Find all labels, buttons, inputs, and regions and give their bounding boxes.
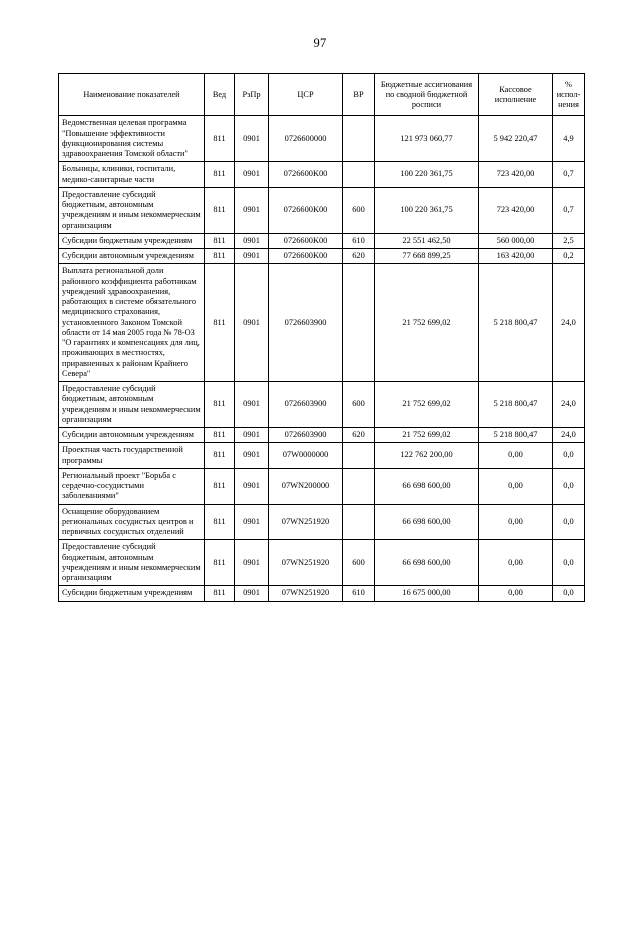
budget-table-container — [58, 73, 584, 602]
table-row — [59, 382, 585, 428]
table-row — [59, 264, 585, 382]
cell-assignments: 21 752 699,02 — [375, 382, 479, 428]
cell-percent: 0,7 — [553, 162, 585, 188]
cell-assignments: 21 752 699,02 — [375, 428, 479, 443]
cell-vr: 600 — [343, 187, 375, 233]
cell-vr: 610 — [343, 586, 375, 601]
table-row — [59, 443, 585, 469]
cell-tsr: 07WN200000 — [269, 468, 343, 504]
cell-vr: 620 — [343, 249, 375, 264]
cell-razpr: 0901 — [235, 428, 269, 443]
cell-razpr: 0901 — [235, 468, 269, 504]
table-header-row — [59, 74, 585, 116]
cell-razpr: 0901 — [235, 162, 269, 188]
table-row — [59, 504, 585, 540]
cell-assignments: 21 752 699,02 — [375, 264, 479, 382]
table-body — [59, 116, 585, 601]
cell-name: Предоставление субсидий бюджетным, автономным учреждениям и иным некоммерческим организациям — [59, 540, 205, 586]
cell-name: Ведомственная целевая программа "Повышение эффективности функционирования системы здравоохранения Томской области" — [59, 116, 205, 162]
cell-name: Субсидии бюджетным учреждениям — [59, 586, 205, 601]
cell-cash-execution: 5 942 220,47 — [479, 116, 553, 162]
cell-percent: 0,0 — [553, 443, 585, 469]
cell-cash-execution: 0,00 — [479, 504, 553, 540]
cell-tsr: 0726603900 — [269, 382, 343, 428]
document-page — [0, 36, 640, 941]
budget-table — [58, 73, 585, 602]
cell-percent: 0,7 — [553, 187, 585, 233]
cell-vr: 600 — [343, 540, 375, 586]
cell-assignments: 22 551 462,50 — [375, 233, 479, 248]
cell-percent: 24,0 — [553, 264, 585, 382]
cell-vr — [343, 443, 375, 469]
table-row — [59, 249, 585, 264]
cell-cash-execution: 723 420,00 — [479, 162, 553, 188]
cell-razpr: 0901 — [235, 187, 269, 233]
cell-percent: 0,0 — [553, 468, 585, 504]
table-row — [59, 586, 585, 601]
cell-name: Проектная часть государственной программы — [59, 443, 205, 469]
cell-ved: 811 — [205, 504, 235, 540]
cell-name: Субсидии бюджетным учреждениям — [59, 233, 205, 248]
cell-cash-execution: 5 218 800,47 — [479, 382, 553, 428]
cell-ved: 811 — [205, 443, 235, 469]
cell-assignments: 66 698 600,00 — [375, 504, 479, 540]
cell-name: Больницы, клиники, госпитали, медико-санитарные части — [59, 162, 205, 188]
cell-vr — [343, 468, 375, 504]
cell-cash-execution: 163 420,00 — [479, 249, 553, 264]
cell-assignments: 122 762 200,00 — [375, 443, 479, 469]
cell-ved: 811 — [205, 233, 235, 248]
cell-ved: 811 — [205, 264, 235, 382]
cell-tsr: 07WN251920 — [269, 504, 343, 540]
table-row — [59, 540, 585, 586]
table-row — [59, 162, 585, 188]
cell-cash-execution: 0,00 — [479, 540, 553, 586]
cell-name: Региональный проект "Борьба с сердечно-сосудистыми заболеваниями" — [59, 468, 205, 504]
cell-name: Субсидии автономным учреждениям — [59, 428, 205, 443]
cell-tsr: 0726600K00 — [269, 249, 343, 264]
cell-name: Предоставление субсидий бюджетным, автономным учреждениям и иным некоммерческим организациям — [59, 187, 205, 233]
cell-tsr: 0726600000 — [269, 116, 343, 162]
cell-assignments: 121 973 060,77 — [375, 116, 479, 162]
column-header-percent: % испол-нения — [553, 74, 585, 116]
cell-razpr: 0901 — [235, 586, 269, 601]
table-row — [59, 428, 585, 443]
cell-ved: 811 — [205, 428, 235, 443]
cell-vr — [343, 116, 375, 162]
column-header-vr: ВР — [343, 74, 375, 116]
table-row — [59, 468, 585, 504]
cell-vr — [343, 162, 375, 188]
cell-tsr: 07WN251920 — [269, 586, 343, 601]
cell-ved: 811 — [205, 540, 235, 586]
cell-vr — [343, 504, 375, 540]
cell-ved: 811 — [205, 586, 235, 601]
cell-cash-execution: 0,00 — [479, 586, 553, 601]
column-header-name: Наименование показателей — [59, 74, 205, 116]
cell-assignments: 66 698 600,00 — [375, 468, 479, 504]
cell-percent: 4,9 — [553, 116, 585, 162]
cell-cash-execution: 5 218 800,47 — [479, 264, 553, 382]
cell-razpr: 0901 — [235, 443, 269, 469]
cell-tsr: 0726603900 — [269, 264, 343, 382]
page-number: 97 — [313, 36, 327, 50]
column-header-cash-execution: Кассовое исполнение — [479, 74, 553, 116]
table-header — [59, 74, 585, 116]
cell-percent: 0,0 — [553, 504, 585, 540]
cell-vr: 620 — [343, 428, 375, 443]
cell-tsr: 0726600K00 — [269, 233, 343, 248]
cell-ved: 811 — [205, 162, 235, 188]
column-header-razpr: РзПр — [235, 74, 269, 116]
column-header-assignments: Бюджетные ассигнования по сводной бюджетной росписи — [375, 74, 479, 116]
cell-ved: 811 — [205, 249, 235, 264]
cell-cash-execution: 5 218 800,47 — [479, 428, 553, 443]
cell-percent: 0,0 — [553, 540, 585, 586]
cell-percent: 24,0 — [553, 428, 585, 443]
cell-name: Субсидии автономным учреждениям — [59, 249, 205, 264]
cell-vr: 600 — [343, 382, 375, 428]
cell-assignments: 100 220 361,75 — [375, 187, 479, 233]
cell-razpr: 0901 — [235, 116, 269, 162]
cell-cash-execution: 0,00 — [479, 468, 553, 504]
cell-vr: 610 — [343, 233, 375, 248]
cell-name: Предоставление субсидий бюджетным, автономным учреждениям и иным некоммерческим организациям — [59, 382, 205, 428]
cell-tsr: 0726600K00 — [269, 187, 343, 233]
cell-assignments: 77 668 899,25 — [375, 249, 479, 264]
cell-razpr: 0901 — [235, 249, 269, 264]
table-row — [59, 116, 585, 162]
table-row — [59, 187, 585, 233]
cell-percent: 2,5 — [553, 233, 585, 248]
cell-ved: 811 — [205, 468, 235, 504]
cell-cash-execution: 723 420,00 — [479, 187, 553, 233]
cell-assignments: 100 220 361,75 — [375, 162, 479, 188]
cell-tsr: 07WN251920 — [269, 540, 343, 586]
cell-cash-execution: 560 000,00 — [479, 233, 553, 248]
cell-razpr: 0901 — [235, 233, 269, 248]
cell-ved: 811 — [205, 382, 235, 428]
column-header-ved: Вед — [205, 74, 235, 116]
cell-cash-execution: 0,00 — [479, 443, 553, 469]
cell-tsr: 0726600K00 — [269, 162, 343, 188]
cell-assignments: 66 698 600,00 — [375, 540, 479, 586]
table-row — [59, 233, 585, 248]
cell-name: Оснащение оборудованием региональных сосудистых центров и первичных сосудистых отделений — [59, 504, 205, 540]
cell-ved: 811 — [205, 187, 235, 233]
cell-razpr: 0901 — [235, 540, 269, 586]
cell-percent: 0,2 — [553, 249, 585, 264]
cell-razpr: 0901 — [235, 382, 269, 428]
column-header-tsr: ЦСР — [269, 74, 343, 116]
cell-name: Выплата региональной доли районного коэффициента работникам учреждений здравоохранения, работающих в системе обязательного медицинского страхования, установленного Законом Томской области от 14 мая 2005 года № 78-ОЗ "О гарантиях и компенсациях для лиц, проживающих в местностях, приравненных к районам Крайнего Севера" — [59, 264, 205, 382]
cell-vr — [343, 264, 375, 382]
cell-assignments: 16 675 000,00 — [375, 586, 479, 601]
cell-ved: 811 — [205, 116, 235, 162]
cell-razpr: 0901 — [235, 504, 269, 540]
cell-percent: 24,0 — [553, 382, 585, 428]
cell-percent: 0,0 — [553, 586, 585, 601]
cell-razpr: 0901 — [235, 264, 269, 382]
cell-tsr: 0726603900 — [269, 428, 343, 443]
cell-tsr: 07W0000000 — [269, 443, 343, 469]
